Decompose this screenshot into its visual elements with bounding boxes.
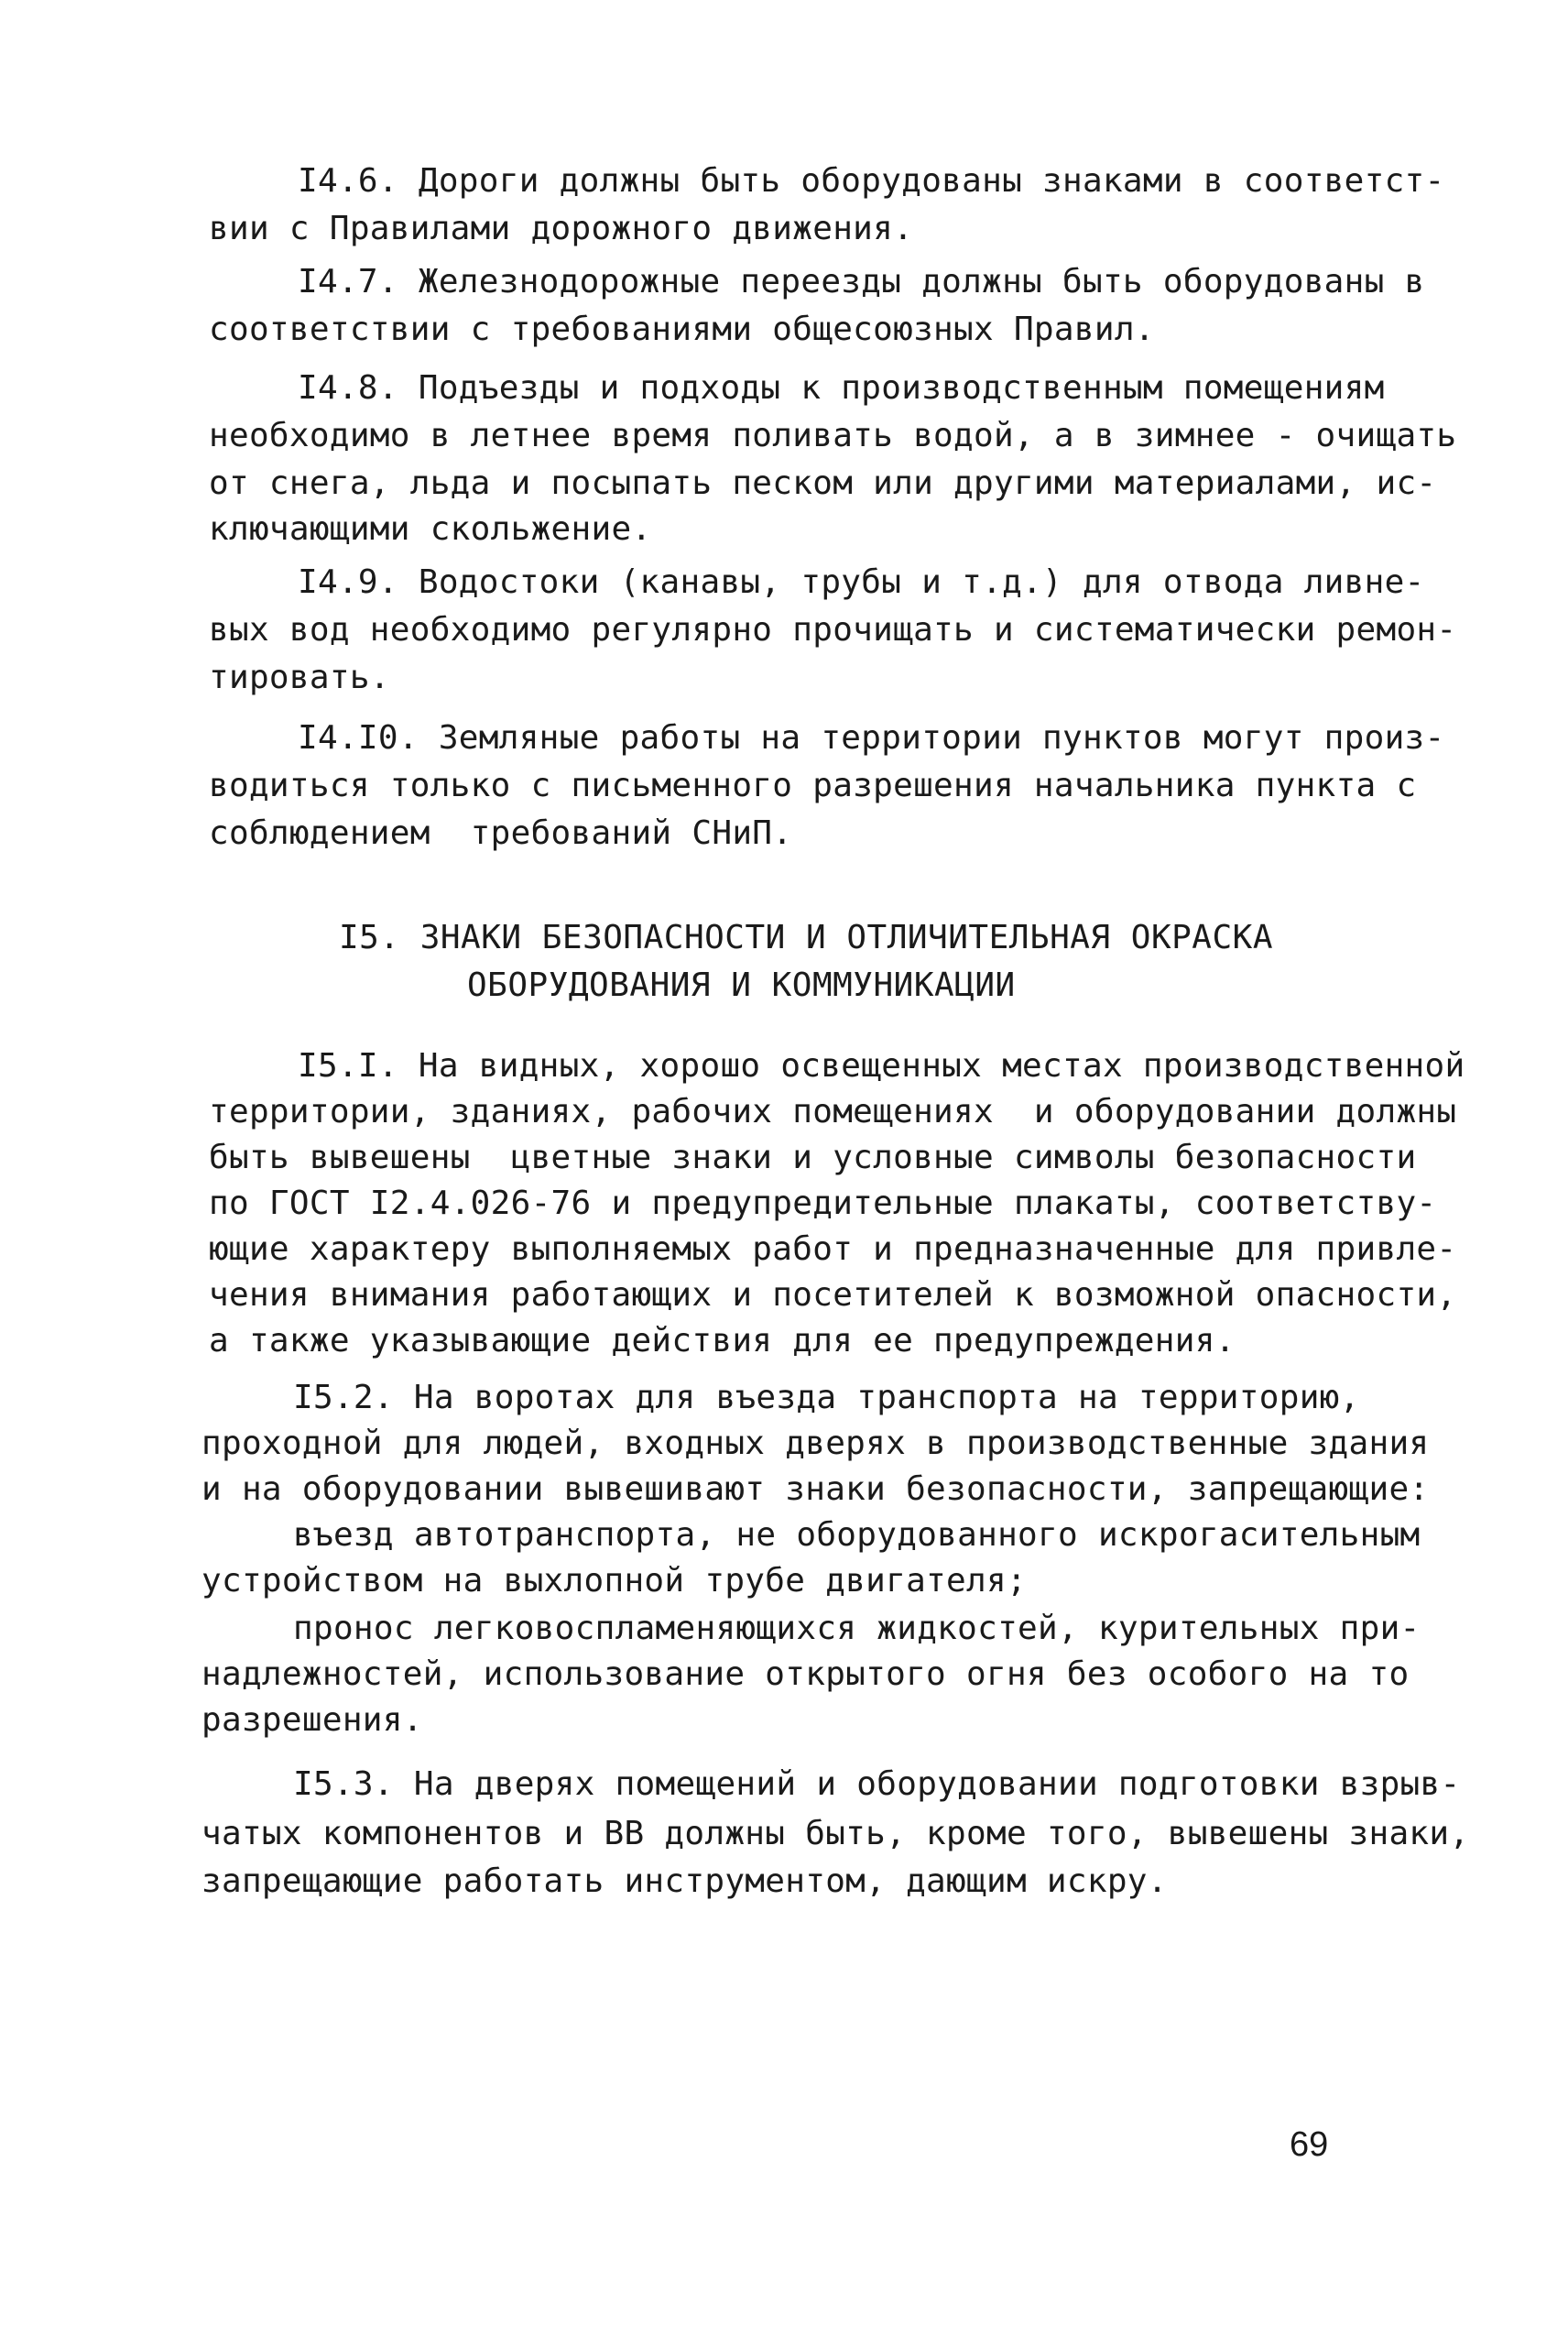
section-heading: ОБОРУДОВАНИЯ И КОММУНИКАЦИИ [467, 966, 1016, 1004]
text-line: I4.6. Дороги должны быть оборудованы знаками в соответст- [298, 162, 1445, 200]
text-line: I4.I0. Земляные работы на территории пунктов могут произ- [298, 719, 1445, 757]
text-line: устройством на выхлопной трубе двигателя; [201, 1562, 1027, 1600]
text-line: вых вод необходимо регулярно прочищать и систематически ремон- [209, 611, 1457, 649]
text-line: по ГОСТ I2.4.026-76 и предупредительные плакаты, соответству- [209, 1185, 1437, 1222]
text-line: а также указывающие действия для ее предупреждения. [209, 1322, 1236, 1360]
text-line: I5.3. На дверях помещений и оборудовании подготовки взрыв- [293, 1765, 1461, 1803]
text-line: чения внимания работающих и посетителей к возможной опасности, [209, 1276, 1457, 1314]
section-heading: I5. ЗНАКИ БЕЗОПАСНОСТИ И ОТЛИЧИТЕЛЬНАЯ ОКРАСКА [339, 919, 1273, 956]
text-line: ключающими скольжение. [209, 510, 652, 548]
text-line: от снега, льда и посыпать песком или другими материалами, ис- [209, 464, 1437, 502]
text-line: быть вывешены цветные знаки и условные символы безопасности [209, 1139, 1417, 1176]
text-line: соответствии с требованиями общесоюзных Правил. [209, 311, 1155, 348]
text-line: разрешения. [201, 1701, 423, 1739]
text-line: необходимо в летнее время поливать водой, а в зимнее - очищать [209, 417, 1457, 454]
text-line: I4.7. Железнодорожные переезды должны быть оборудованы в [298, 263, 1425, 300]
text-line: запрещающие работать инструментом, дающим искру. [201, 1862, 1168, 1900]
text-line: тировать. [209, 659, 390, 696]
text-line: въезд автотранспорта, не оборудованного искрогасительным [293, 1516, 1421, 1554]
text-line: I5.I. На видных, хорошо освещенных местах производственной [298, 1047, 1465, 1085]
text-line: соблюдением требований СНиП. [209, 814, 793, 852]
text-line: вии с Правилами дорожного движения. [209, 210, 914, 247]
text-line: водиться только с письменного разрешения начальника пункта с [209, 767, 1417, 804]
text-line: чатых компонентов и ВВ должны быть, кроме того, вывешены знаки, [201, 1815, 1470, 1852]
text-line: территории, зданиях, рабочих помещениях и оборудовании должны [209, 1093, 1457, 1130]
text-line: I4.9. Водостоки (канавы, трубы и т.д.) для отвода ливне- [298, 563, 1425, 601]
text-line: надлежностей, использование открытого огня без особого на то [201, 1655, 1410, 1693]
text-line: и на оборудовании вывешивают знаки безопасности, запрещающие: [201, 1470, 1430, 1508]
text-line: проходной для людей, входных дверях в производственные здания [201, 1425, 1430, 1462]
text-line: I5.2. На воротах для въезда транспорта на территорию, [293, 1379, 1360, 1416]
text-line: пронос легковоспламеняющихся жидкостей, курительных при- [293, 1610, 1421, 1647]
text-line: ющие характеру выполняемых работ и предназначенные для привле- [209, 1230, 1457, 1268]
text-line: I4.8. Подъезды и подходы к производственным помещениям [298, 369, 1385, 407]
page-number: 69 [1290, 2125, 1329, 2164]
